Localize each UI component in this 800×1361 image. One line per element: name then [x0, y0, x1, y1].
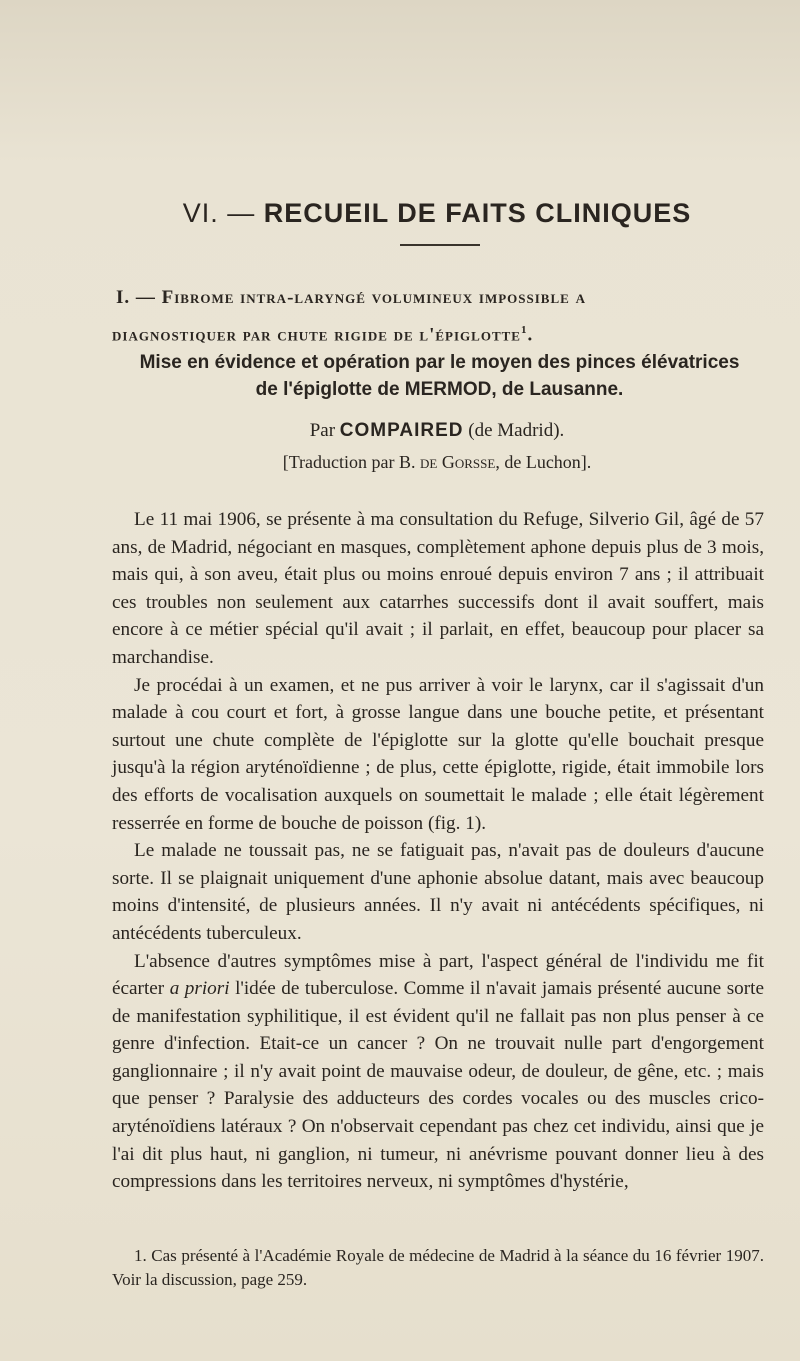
article-title-line-2 [112, 314, 772, 351]
author-name: COMPAIRED [339, 420, 464, 441]
paragraph-4-emphasis: a priori [169, 978, 230, 1000]
byline [112, 420, 762, 442]
heading-rule [400, 244, 480, 246]
subtitle-line-1: Mise en évidence et opération par le moyen des pinces élévatrices [139, 352, 740, 373]
footnote-reference[interactable]: 1 [520, 324, 528, 336]
section-title: RECUEIL DE FAITS CLINIQUES [263, 198, 692, 228]
article-body [112, 506, 764, 1196]
translator-name: de Gorsse, [420, 452, 500, 472]
article-subtitle [112, 349, 767, 403]
byline-prefix: Par [309, 420, 336, 441]
paragraph-4-start: L'absence d'autres symptômes mise à part, l'aspect général de l'individu me fit écarter [112, 950, 764, 1000]
byline-suffix: (de Madrid). [468, 420, 565, 441]
article-title-period: . [527, 324, 534, 346]
article-title [112, 282, 772, 351]
translation-suffix: de Luchon]. [504, 452, 592, 472]
section-heading [112, 198, 762, 229]
paragraph-4-end: l'idée de tuberculose. Comme il n'avait jamais présenté aucune sorte de manifestation syphilitique, il est évident qu'il ne fallait pas non plus penser à ce genre d'infection. Etait-ce un cancer ? On ne trouvait nulle part d'engorgement ganglionnaire ; il n'y avait point de mauvaise odeur, de douleur, de gêne, etc. ; mais que penser ? Paralysie des adducteurs des cordes vocales ou des muscles crico-aryténoïdiens latéraux ? On n'observait cependant pas chez cet individu, ainsi que je l'ai dit plus haut, ni ganglion, ni tumeur, ni anévrisme pouvant donner lieu à des compressions dans les territoires nerveux, ni symptômes d'hystérie, [112, 978, 764, 1193]
paragraph-1: Le 11 mai 1906, se présente à ma consultation du Refuge, Silverio Gil, âgé de 57 ans, de Madrid, négociant en masques, complètement aphone depuis plus de 3 mois, mais qui, à son aveu, était plus ou moins enroué depuis environ 7 ans ; il attribuait ces troubles non seulement aux catarrhes successifs dont il avait souffert, mais encore à ce métier spécial qu'il avait ; il parlait, en effet, beaucoup pour placer sa marchandise. [112, 509, 764, 668]
translation-credit [112, 452, 762, 473]
subtitle-line-2: de l'épiglotte de MERMOD, de Lausanne. [255, 379, 624, 400]
article-title-line-1: I. — Fibrome intra-laryngé volumineux impossible a [116, 287, 586, 308]
footnote: 1. Cas présenté à l'Académie Royale de médecine de Madrid à la séance du 16 février 1907. Voir la discussion, page 259. [112, 1246, 764, 1289]
paragraph-4 [112, 948, 764, 1196]
article-title-line-2-text: diagnostiquer par chute rigide de l'épiglotte [112, 324, 521, 346]
paragraph-3: Le malade ne toussait pas, ne se fatiguait pas, n'avait pas de douleurs d'aucune sorte. Il se plaignait uniquement d'une aphonie absolue datant, mais avec beaucoup moins d'intensité, de plusieurs années. Il n'y avait ni antécédents spécifiques, ni antécédents tuberculeux. [112, 840, 764, 944]
paragraph-2: Je procédai à un examen, et ne pus arriver à voir le larynx, car il s'agissait d'un malade à cou court et fort, à grosse langue dans une bouche petite, et présentant surtout une chute complète de l'épiglotte sur la glotte qu'elle bouchait presque jusqu'à la région aryténoïdienne ; de plus, cette épiglotte, rigide, était immobile lors des efforts de vocalisation auxquels on soumettait le malade ; elle était légèrement resserrée en forme de bouche de poisson (fig. 1). [112, 674, 764, 834]
section-number: VI. — [182, 198, 256, 228]
translation-prefix: [Traduction par B. [282, 452, 416, 472]
